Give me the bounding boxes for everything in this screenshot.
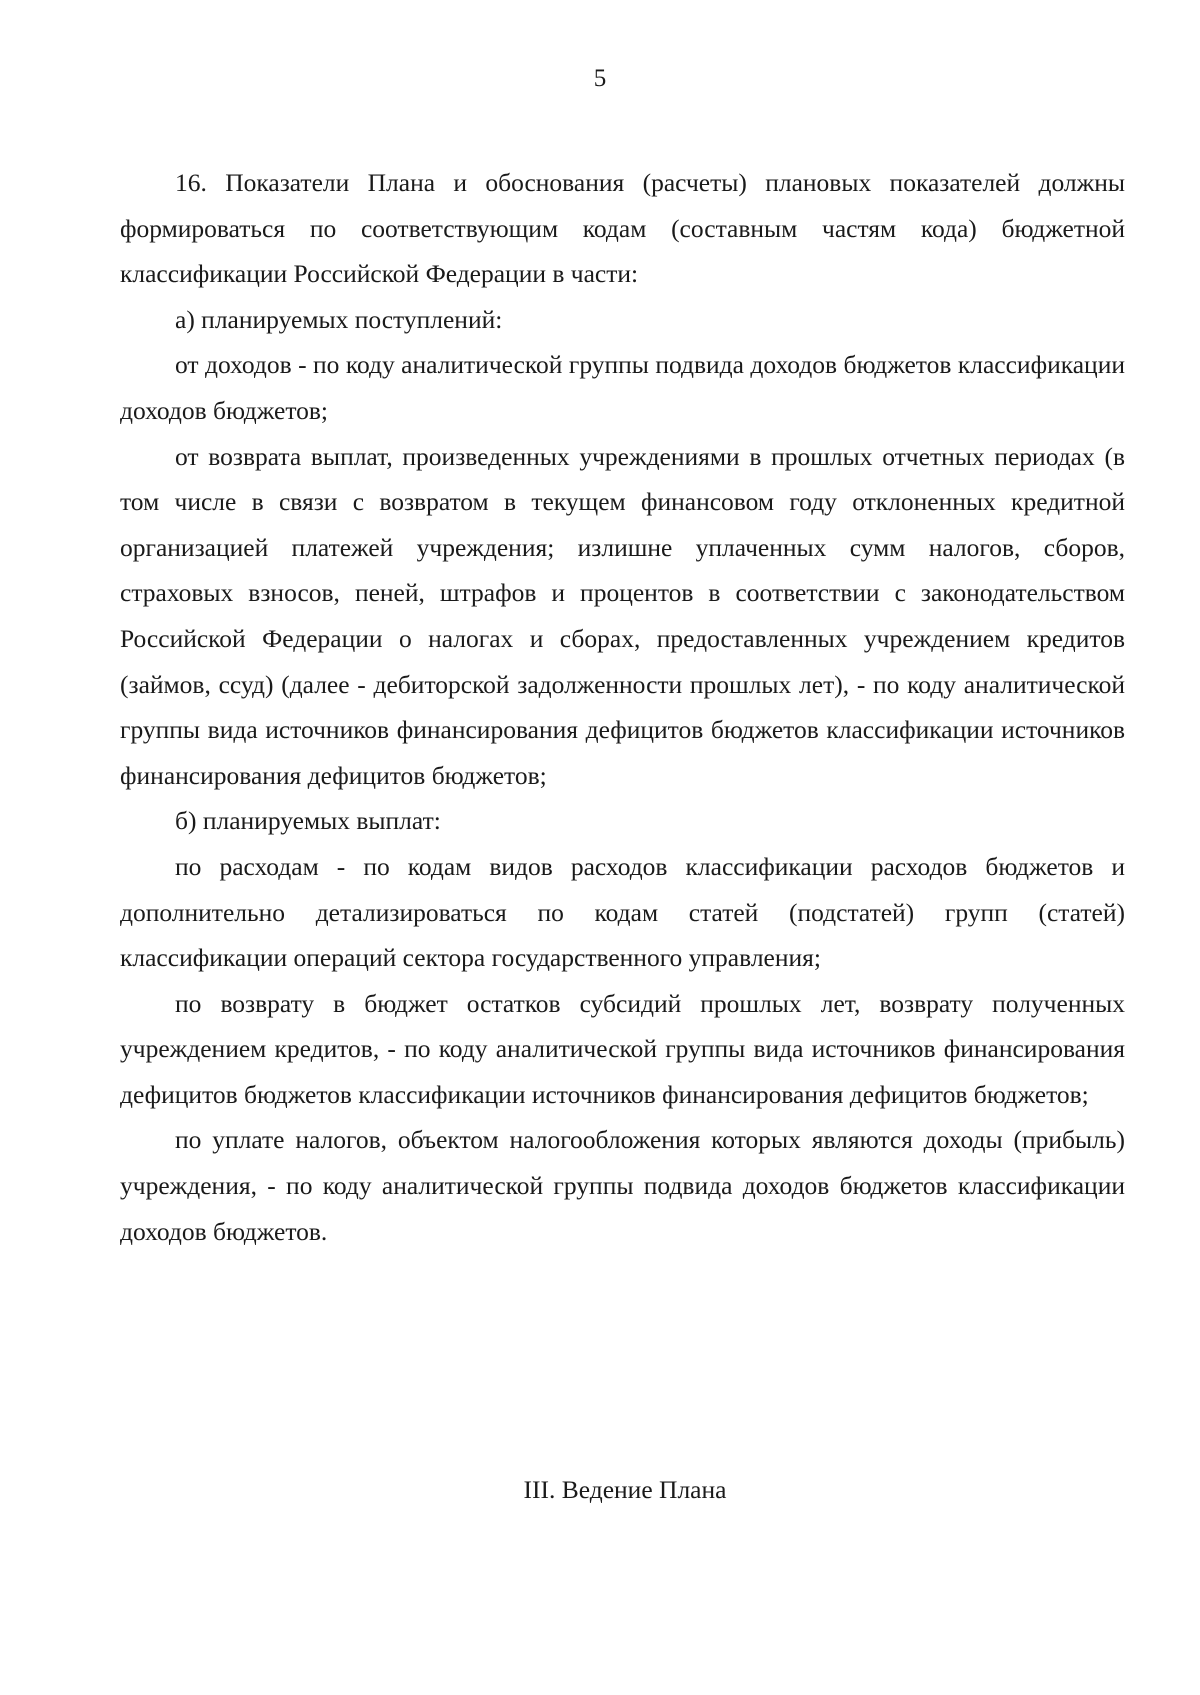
section-heading: III. Ведение Плана xyxy=(523,1475,727,1504)
paragraph-by-expenses: по расходам - по кодам видов расходов классификации расходов бюджетов и дополнительно детализироваться по кодам статей (подстатей) групп (статей) классификации операций сектора государственного управления; xyxy=(120,851,1125,973)
document-body xyxy=(120,160,1125,1254)
paragraph-from-refunds: от возврата выплат, произведенных учреждениями в прошлых отчетных периодах (в том числе в связи с возвратом в текущем финансовом году отклоненных кредитной организацией платежей учреждения; излишне уплаченных сумм налогов, сборов, страховых взносов, пеней, штрафов и процентов в соответствии с законодательством Российской Федерации о налогах и сборах, предоставленных учреждением кредитов (займов, ссуд) (далее - дебиторской задолженности прошлых лет), - по коду аналитической группы вида источников финансирования дефицитов бюджетов классификации источников финансирования дефицитов бюджетов; xyxy=(120,441,1125,790)
paragraph-planned-payments: б) планируемых выплат: xyxy=(175,806,441,836)
paragraph-from-income: от доходов - по коду аналитической группы подвида доходов бюджетов классификации доходов бюджетов; xyxy=(120,350,1125,425)
paragraph-tax-payment: по уплате налогов, объектом налогообложения которых являются доходы (прибыль) учреждения, - по коду аналитической группы подвида доходов бюджетов классификации доходов бюджетов. xyxy=(120,1125,1125,1246)
paragraph-planned-receipts: а) планируемых поступлений: xyxy=(175,304,503,334)
page-number: 5 xyxy=(593,65,607,92)
paragraph-16-intro: 16. Показатели Плана и обоснования (расчеты) плановых показателей должны формироваться по соответствующим кодам (составным частям кода) бюджетной классификации Российской Федерации в части: xyxy=(120,168,1125,289)
paragraph-subsidy-return: по возврату в бюджет остатков субсидий прошлых лет, возврату полученных учреждением кредитов, - по коду аналитической группы вида источников финансирования дефицитов бюджетов классификации источников финансирования дефицитов бюджетов; xyxy=(120,988,1125,1109)
